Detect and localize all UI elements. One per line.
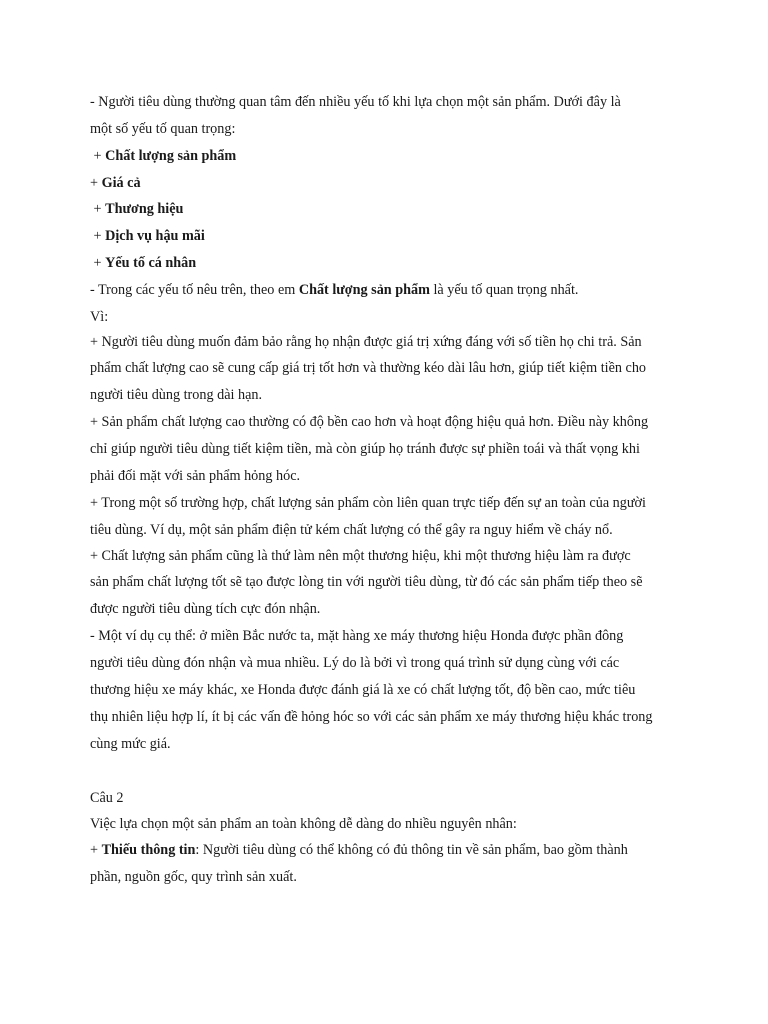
question-2-item-bold: Thiếu thông tin (101, 842, 196, 858)
factor-prefix: + (90, 201, 106, 217)
factor-item (90, 146, 236, 166)
factor-label: Thương hiệu (105, 201, 184, 217)
factor-prefix: + (90, 228, 106, 244)
reason-1-line-2: phẩm chất lượng cao sẽ cung cấp giá trị tốt hơn và thường kéo dài lâu hơn, giúp tiết kiệm tiền cho (90, 360, 647, 376)
intro-line-1: - Người tiêu dùng thường quan tâm đến nhiều yếu tố khi lựa chọn một sản phẩm. Dưới đây là (90, 94, 621, 110)
question-2-title: Câu 2 (90, 790, 124, 806)
conclusion-after: là yếu tố quan trọng nhất. (429, 282, 579, 298)
factor-prefix: + (90, 148, 106, 164)
reason-2-line-2: chỉ giúp người tiêu dùng tiết kiệm tiền, mà còn giúp họ tránh được sự phiền toái và thất vọng khi (90, 441, 640, 457)
conclusion-bold: Chất lượng sản phẩm (298, 282, 430, 298)
example-line-5: cùng mức giá. (90, 736, 171, 752)
reason-4-line-1: + Chất lượng sản phẩm cũng là thứ làm nên một thương hiệu, khi một thương hiệu làm ra được (90, 548, 631, 564)
factor-item (90, 226, 205, 246)
reason-4-line-3: được người tiêu dùng tích cực đón nhận. (90, 601, 321, 617)
example-line-3: thương hiệu xe máy khác, xe Honda được đánh giá là xe có chất lượng tốt, độ bền cao, mức tiêu (90, 682, 636, 698)
reason-2-line-3: phải đối mặt với sản phẩm hỏng hóc. (90, 468, 301, 484)
example-line-4: thụ nhiên liệu hợp lí, ít bị các vấn đề hỏng hóc so với các sản phẩm xe máy thương hiệu khác trong (90, 709, 653, 725)
conclusion-before: - Trong các yếu tố nêu trên, theo em (90, 282, 299, 298)
question-2-intro: Việc lựa chọn một sản phẩm an toàn không dễ dàng do nhiều nguyên nhân: (90, 816, 517, 832)
question-2-item-line-2: phần, nguồn gốc, quy trình sản xuất. (90, 869, 297, 885)
reason-1-line-1: + Người tiêu dùng muốn đảm bảo rằng họ nhận được giá trị xứng đáng với số tiền họ chi trả. Sản (90, 334, 642, 350)
factor-label: Dịch vụ hậu mãi (105, 228, 205, 244)
factor-item (90, 199, 183, 219)
example-line-1: - Một ví dụ cụ thể: ở miền Bắc nước ta, mặt hàng xe máy thương hiệu Honda được phần đông (90, 628, 624, 644)
factor-prefix: + (90, 175, 102, 191)
factor-label: Chất lượng sản phẩm (105, 148, 237, 164)
question-2-item-prefix: + (90, 842, 102, 858)
intro-line-2: một số yếu tố quan trọng: (90, 121, 236, 137)
factor-label: Yếu tố cá nhân (105, 255, 197, 271)
question-2-item-line-1 (90, 840, 628, 860)
conclusion-line (90, 280, 578, 300)
reason-2-line-1: + Sản phẩm chất lượng cao thường có độ bền cao hơn và hoạt động hiệu quả hơn. Điều này không (90, 414, 649, 430)
reason-4-line-2: sản phẩm chất lượng tốt sẽ tạo được lòng tin với người tiêu dùng, từ đó các sản phẩm tiếp theo sẽ (90, 574, 643, 590)
reason-1-line-3: người tiêu dùng trong dài hạn. (90, 387, 263, 403)
factor-label: Giá cả (101, 175, 141, 191)
factor-prefix: + (90, 255, 106, 271)
factor-item (90, 253, 196, 273)
example-line-2: người tiêu dùng đón nhận và mua nhiều. Lý do là bởi vì trong quá trình sử dụng cùng với các (90, 655, 620, 671)
reason-3-line-1: + Trong một số trường hợp, chất lượng sản phẩm còn liên quan trực tiếp đến sự an toàn của người (90, 495, 646, 511)
factor-item (90, 173, 141, 193)
reason-3-line-2: tiêu dùng. Ví dụ, một sản phẩm điện tử kém chất lượng có thể gây ra nguy hiểm về cháy nổ. (90, 522, 613, 538)
question-2-item-rest: : Người tiêu dùng có thể không có đủ thông tin về sản phẩm, bao gồm thành (195, 842, 628, 858)
reason-heading: Vì: (90, 309, 109, 325)
